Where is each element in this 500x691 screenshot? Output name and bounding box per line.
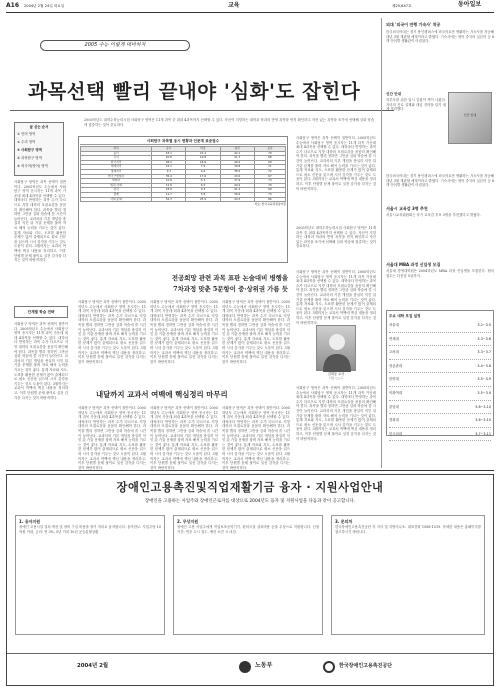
ad-subtitle: 장애인을 고용하는 사업주와 장애인근로자를 대상으로 2004년도 융자 및 지원사업을 다음과 같이 공고합니다. [144,499,356,504]
table-cell: 한국근현대사 [81,174,152,179]
article-body-col10: 사회탐구 영역은 과목 선택이 절반이다. 2005학년도 수능에서 사회탐구 영역 응시자는 11개 과목 가운데 최대 4과목을 선택할 수 있다. 대학마다 반영하는 과목 수가 다르므로 지망 대학의 모집요강을 꼼꼼히 확인해야 한다. 과목을 빨리 정하면 그만큼 심화 학습에 쓸 시간이 늘어난다. 교과서의 기본 개념을 충실히 익힌 뒤 기출 문제를 풀며 자료 해석 능력을 기르는 것이 좋다. 통계 자료와 지도, 도표를 활용한 문제가 많이 출제되므로 평소 신문을 읽으며 시사 감각을 키우는 것도 도움이 된다. 3월까지는 교과서 여백에 핵심 내용을 정리하고, 이후 단원별 문제 풀이로 실전 감각을 다지는 것이 바람직하다. [150,406,218,470]
table-cell: 세계사 [81,179,152,184]
ad-col-text: 한국장애인고용촉진공단 각 지사 및 지방사무소. 대표전화 1588-1519. 자세한 내용은 홈페이지를 참고하시기 바랍니다. [335,525,481,534]
ad-title: 장애인고용촉진및직업재활기금 융자 · 지원사업안내 [116,481,384,494]
ad-date: 2004년 2월 [77,663,109,669]
table-cell: 윤리 [81,151,152,156]
subheadline-1 [148,273,288,295]
table-cell: 38.5 [220,169,254,174]
column-header: 과목 [81,147,152,152]
ad-col-title: 3. 문의처 [335,519,353,524]
table-cell: 4.6 [186,169,220,174]
issue-number: 제25,647호 [392,4,412,8]
toc-item: ② 수리 영역 [17,140,36,144]
table-cell: 72 [254,169,285,174]
ad-col-title: 2. 무상지원 [177,519,199,524]
table-cell: 36.6 [220,192,254,197]
table-cell: 17.6 [186,174,220,179]
table-cell: 9.3 [186,188,220,193]
subheadline-2: 내달까지 교과서 여백에 핵심정리 마무리 [96,390,228,399]
table-cell: 19.8 [186,156,220,161]
schedule-row [389,414,491,428]
photo-caption: 김희동 교사 [327,372,345,376]
table-cell: 법과 사회 [81,183,152,188]
table-cell: 11.7 [152,192,186,197]
schedule-row [389,333,491,347]
toc-item: ④ 과학탐구 영역 [17,156,42,160]
table-cell: 42.1 [220,151,254,156]
ad-bottom-bar [7,653,493,685]
schedule-date: 3.2~3.5 [477,323,491,327]
ministry-logo-icon [239,661,251,673]
series-kicker: 2005 수능 이렇게 대비하자 [40,40,190,51]
schedule-school: 한양대 [389,377,399,382]
article-body-col4: 사회탐구 영역은 과목 선택이 절반이다. 2005학년도 수능에서 사회탐구 영역 응시자는 11개 과목 가운데 최대 4과목을 선택할 수 있다. 대학마다 반영하는 과목 수가 다르므로 지망 대학의 모집요강을 꼼꼼히 확인해야 한다. 과목을 빨리 정하면 그만큼 심화 학습에 쓸 시간이 늘어난다. 교과서의 기본 개념을 충실히 익힌 뒤 기출 문제를 풀며 자료 해석 능력을 기르는 것이 좋다. 통계 자료와 지도, 도표를 활용한 문제가 많이 출제되므로 평소 신문을 읽으며 시사 감각을 키우는 것도 도움이 된다. 3월까지는 교과서 여백에 핵심 내용을 정리하고, 이후 단원별 문제 풀이로 실전 감각을 다지는 것이 바람직하다. [78,300,146,364]
toc-title: 글 싣는 순서 [29,125,49,129]
table-cell: 경제 [81,192,152,197]
table-cell: 43.0 [220,174,254,179]
table-cell: 38.2 [152,160,186,165]
table-cell: 9.3 [152,169,186,174]
column-header: 응시 [152,147,186,152]
strategy-box-title: 단계별 학습 전략 [27,310,55,314]
table-cell: 69 [254,188,285,193]
side-headline-3: 서울대 MBA 과정 신입생 모집 [386,262,441,267]
schedule-school: 서울대 [389,323,399,327]
schedule-row [389,373,491,387]
table-note: 자료: 한국교육과정평가원 [254,202,286,207]
article-body-col6: 사회탐구 영역은 과목 선택이 절반이다. 2005학년도 수능에서 사회탐구 영역 응시자는 11개 과목 가운데 최대 4과목을 선택할 수 있다. 대학마다 반영하는 과목 수가 다르므로 지망 대학의 모집요강을 꼼꼼히 확인해야 한다. 과목을 빨리 정하면 그만큼 심화 학습에 쓸 시간이 늘어난다. 교과서의 기본 개념을 충실히 익힌 뒤 기출 문제를 풀며 자료 해석 능력을 기르는 것이 좋다. 통계 자료와 지도, 도표를 활용한 문제가 많이 출제되므로 평소 신문을 읽으며 시사 감각을 키우는 것도 도움이 된다. 3월까지는 교과서 여백에 핵심 내용을 정리하고, 이후 단원별 문제 풀이로 실전 감각을 다지는 것이 바람직하다. [222,300,290,364]
toc-item: ⑤ 외국어(영어) 영역 [17,164,48,168]
schedule-school: 한국외대 [389,431,403,436]
schedule-school: 경희대 [389,418,399,423]
table-cell: 66 [254,197,285,202]
strategy-box [14,306,68,318]
toc-box [14,122,64,176]
schedule-school: 중앙대 [389,404,399,409]
table-cell: 68 [254,156,285,161]
ad-col-1 [15,515,165,635]
schedule-school: 연세대 [389,336,399,341]
side-book-text: 학부모를 위한 입시 길잡이 책이 나왔다. 자녀의 진로 설계와 대입 전략을 알기 쉽게 정리했다. [386,98,446,112]
side-text-2: 서울시교육위원회는 차기 교육감 후보 3명을 추천했다고 밝혔다. [386,213,481,217]
table-cell: 37.9 [220,179,254,184]
table-cell: 12.6 [152,183,186,188]
ad-col-3 [331,515,485,635]
table-row [81,197,286,202]
header-rule [6,12,494,13]
table-cell: 70 [254,151,285,156]
article-intro: 2005학년도 대학수학능력시험 사회탐구 영역은 11개 과목 중 최대 4과목까지 선택할 수 있다. 자신이 지망하는 대학과 학과의 반영 과목을 먼저 확인하고 자신 있는 과목을 조기에 선택해 심화 학습에 집중하는 것이 중요하다. [84,118,374,127]
table-cell: 70 [254,183,285,188]
schedule-box [386,310,494,436]
table-cell: 경제지리 [81,169,152,174]
schedule-row [389,319,491,333]
ad-col-text: 장애인 고용 사업주에게 작업보조공학기기, 편의시설 설치비용 등을 무상으로 지원합니다. 신청기간: 연중 수시 접수, 예산 소진 시 마감. [177,525,319,534]
advertisement [6,474,494,686]
table-cell: 7.5 [186,165,220,170]
headline: 과목선택 빨리 끝내야 '심화'도 잡힌다 [28,80,361,103]
schedule-date: 3.7~3.11 [475,431,491,436]
column-header: 평균 [220,147,254,152]
table-cell: 35.4 [152,174,186,179]
column-divider [381,18,382,468]
table-cell: 5.3 [186,179,220,184]
ad-top-rule [6,470,494,471]
subhead-line: 7차과정 맞춘 5문항이 중·상위권 가름 듯 [173,285,288,293]
table-cell: 6.2 [186,183,220,188]
book-cover [448,92,492,144]
book-cover-label: 신간 안내 [463,113,477,117]
schedule-date: 3.3~3.6 [477,336,491,341]
table-cell: 69 [254,160,285,165]
table-cell: 10.8 [152,179,186,184]
table-cell: 21.4 [186,151,220,156]
table-cell: 52.3 [152,197,186,202]
page-number: A16 [6,2,19,9]
newspaper-name: 동아일보 [458,1,482,8]
table-cell: 정치 [81,188,152,193]
schedule-row [389,346,491,360]
schedule-date: 3.3~3.7 [477,350,491,355]
table-cell: 국사 [81,156,152,161]
table-cell: 40.6 [152,156,186,161]
schedule-row [389,428,491,442]
table-cell: 74 [254,192,285,197]
article-body-col8: 사회탐구 영역은 과목 선택이 절반이다. 2005학년도 수능에서 사회탐구 영역 응시자는 11개 과목 가운데 최대 4과목을 선택할 수 있다. 대학마다 반영하는 과목 수가 다르므로 지망 대학의 모집요강을 꼼꼼히 확인해야 한다. 과목을 빨리 정하면 그만큼 심화 학습에 쓸 시간이 늘어난다. 교과서의 기본 개념을 충실히 익힌 뒤 기출 문제를 풀며 자료 해석 능력을 기르는 것이 좋다. 통계 자료와 지도, 도표를 활용한 문제가 많이 출제되므로 평소 신문을 읽으며 시사 감각을 키우는 것도 도움이 된다. 3월까지는 교과서 여백에 핵심 내용을 정리하고, 이후 단원별 문제 풀이로 실전 감각을 다지는 것이 바람직하다. [14,322,68,400]
side-headline-2: 서울시 교육감 3명 추천 [386,206,428,211]
person-icon [317,326,357,372]
schedule-school: 고려대 [389,350,399,355]
ad-col-text: 장애인 고용시설 설치·개선 및 장비 구입 비용을 장기 저리로 융자합니다. 융자한도: 사업주당 10억원 이내, 금리: 연 3%, 5년 거치 10년 균등분할상환. [19,525,161,534]
schedule-school: 이화여대 [389,390,403,395]
article-body-col9: 사회탐구 영역은 과목 선택이 절반이다. 2005학년도 수능에서 사회탐구 영역 응시자는 11개 과목 가운데 최대 4과목을 선택할 수 있다. 대학마다 반영하는 과목 수가 다르므로 지망 대학의 모집요강을 꼼꼼히 확인해야 한다. 과목을 빨리 정하면 그만큼 심화 학습에 쓸 시간이 늘어난다. 교과서의 기본 개념을 충실히 익힌 뒤 기출 문제를 풀며 자료 해석 능력을 기르는 것이 좋다. 통계 자료와 지도, 도표를 활용한 문제가 많이 출제되므로 평소 신문을 읽으며 시사 감각을 키우는 것도 도움이 된다. 3월까지는 교과서 여백에 핵심 내용을 정리하고, 이후 단원별 문제 풀이로 실전 감각을 다지는 것이 바람직하다. [78,406,146,470]
schedule-title: 주요 대학 모집 일정 [389,314,421,318]
table-cell: 세계지리 [81,165,152,170]
ad-sponsor-1: 노동부 [255,662,273,669]
table-cell: 한국지리 [81,160,152,165]
article-body-col11: 사회탐구 영역은 과목 선택이 절반이다. 2005학년도 수능에서 사회탐구 영역 응시자는 11개 과목 가운데 최대 4과목을 선택할 수 있다. 대학마다 반영하는 과목 수가 다르므로 지망 대학의 모집요강을 꼼꼼히 확인해야 한다. 과목을 빨리 정하면 그만큼 심화 학습에 쓸 시간이 늘어난다. 교과서의 기본 개념을 충실히 익힌 뒤 기출 문제를 풀며 자료 해석 능력을 기르는 것이 좋다. 통계 자료와 지도, 도표를 활용한 문제가 많이 출제되므로 평소 신문을 읽으며 시사 감각을 키우는 것도 도움이 된다. 3월까지는 교과서 여백에 핵심 내용을 정리하고, 이후 단원별 문제 풀이로 실전 감각을 다지는 것이 바람직하다. [222,406,290,470]
side-text-filler: 한국외국어대는 경기 용인캠퍼스에 외국어로만 생활하는 기숙사를 착공해 내년 3월 개관할 예정이라고 밝혔다. 기숙사에는 영어 중국어 일본어 등 8개 언어별 생활관이 마련된다. [386,174,495,188]
agency-logo-icon [323,661,335,673]
headline-rule [10,110,394,111]
table-cell: 43.1 [152,151,186,156]
page-date: 2004년 2월 24일 화요일 [24,4,65,8]
toc-item: ① 언어 영역 [17,132,36,136]
side-text-3: 서울대 경영대학원은 2004학년도 MBA 과정 신입생을 모집한다. 원서 접수는 다음달 5일까지. [386,269,494,278]
article-body-col3: 2005학년도 대학수학능력시험 사회탐구 영역은 11개 과목 중 최대 4과목까지 선택할 수 있다. 자신이 지망하는 대학과 학과의 반영 과목을 먼저 확인하고 자신 있는 과목을 조기에 선택해 심화 학습에 집중하는 것이 중요하다. [296,226,376,249]
table-cell: 5.8 [186,192,220,197]
table-cell: 40.4 [220,183,254,188]
article-body-col5: 사회탐구 영역은 과목 선택이 절반이다. 2005학년도 수능에서 사회탐구 영역 응시자는 11개 과목 가운데 최대 4과목을 선택할 수 있다. 대학마다 반영하는 과목 수가 다르므로 지망 대학의 모집요강을 꼼꼼히 확인해야 한다. 과목을 빨리 정하면 그만큼 심화 학습에 쓸 시간이 늘어난다. 교과서의 기본 개념을 충실히 익힌 뒤 기출 문제를 풀며 자료 해석 능력을 기르는 것이 좋다. 통계 자료와 지도, 도표를 활용한 문제가 많이 출제되므로 평소 신문을 읽으며 시사 감각을 키우는 것도 도움이 된다. 3월까지는 교과서 여백에 핵심 내용을 정리하고, 이후 단원별 문제 풀이로 실전 감각을 다지는 것이 바람직하다. [150,300,218,364]
table-cell: 15.1 [152,165,186,170]
article-body-col12: 사회탐구 영역은 과목 선택이 절반이다. 2005학년도 수능에서 사회탐구 영역 응시자는 11개 과목 가운데 최대 4과목을 선택할 수 있다. 대학마다 반영하는 과목 수가 다르므로 지망 대학의 모집요강을 꼼꼼히 확인해야 한다. 과목을 빨리 정하면 그만큼 심화 학습에 쓸 시간이 늘어난다. 교과서의 기본 개념을 충실히 익힌 뒤 기출 문제를 풀며 자료 해석 능력을 기르는 것이 좋다. 통계 자료와 지도, 도표를 활용한 문제가 많이 출제되므로 평소 신문을 읽으며 시사 감각을 키우는 것도 도움이 된다. 3월까지는 교과서 여백에 핵심 내용을 정리하고, 이후 단원별 문제 풀이로 실전 감각을 다지는 것이 바람직하다. [296,386,376,441]
schedule-row [389,387,491,401]
article-body-col2: 사회탐구 영역은 과목 선택이 절반이다. 2005학년도 수능에서 사회탐구 영역 응시자는 11개 과목 가운데 최대 4과목을 선택할 수 있다. 대학마다 반영하는 과목 수가 다르므로 지망 대학의 모집요강을 꼼꼼히 확인해야 한다. 과목을 빨리 정하면 그만큼 심화 학습에 쓸 시간이 늘어난다. 교과서의 기본 개념을 충실히 익힌 뒤 기출 문제를 풀며 자료 해석 능력을 기르는 것이 좋다. 통계 자료와 지도, 도표를 활용한 문제가 많이 출제되므로 평소 신문을 읽으며 시사 감각을 키우는 것도 도움이 된다. 3월까지는 교과서 여백에 핵심 내용을 정리하고, 이후 단원별 문제 풀이로 실전 감각을 다지는 것이 바람직하다. [296,136,376,191]
article-body-col1: 사회탐구 영역은 과목 선택이 절반이다. 2005학년도 수능에서 사회탐구 영역 응시자는 11개 과목 가운데 최대 4과목을 선택할 수 있다. 대학마다 반영하는 과목 수가 다르므로 지망 대학의 모집요강을 꼼꼼히 확인해야 한다. 과목을 빨리 정하면 그만큼 심화 학습에 쓸 시간이 늘어난다. 교과서의 기본 개념을 충실히 익힌 뒤 기출 문제를 풀며 자료 해석 능력을 기르는 것이 좋다. 통계 자료와 지도, 도표를 활용한 문제가 많이 출제되므로 평소 신문을 읽으며 시사 감각을 키우는 것도 도움이 된다. 3월까지는 교과서 여백에 핵심 내용을 정리하고, 이후 단원별 문제 풀이로 실전 감각을 다지는 것이 바람직하다. [14,180,66,263]
side-book-title: 신간 안내 [386,92,402,96]
schedule-date: 3.4~3.8 [477,363,491,368]
schedule-row [389,360,491,374]
schedule-school: 성균관대 [389,363,403,368]
schedule-date: 3.5~3.9 [477,377,491,382]
side-text-1: 한국외국어대는 경기 용인캠퍼스에 외국어로만 생활하는 기숙사를 착공해 내년 3월 개관할 예정이라고 밝혔다. 기숙사에는 영어 중국어 일본어 등 8개 언어별 생활관이 마련된다. [386,30,495,44]
ad-col-2 [173,515,323,635]
schedule-row [389,401,491,415]
ad-sponsor-2: 한국장애인고용촉진공단 [339,663,393,669]
table-cell: 44.5 [220,197,254,202]
article-body-col7: 사회탐구 영역은 과목 선택이 절반이다. 2005학년도 수능에서 사회탐구 영역 응시자는 11개 과목 가운데 최대 4과목을 선택할 수 있다. 대학마다 반영하는 과목 수가 다르므로 지망 대학의 모집요강을 꼼꼼히 확인해야 한다. 과목을 빨리 정하면 그만큼 심화 학습에 쓸 시간이 늘어난다. 교과서의 기본 개념을 충실히 익힌 뒤 기출 문제를 풀며 자료 해석 능력을 기르는 것이 좋다. 통계 자료와 지도, 도표를 활용한 문제가 많이 출제되므로 평소 신문을 읽으며 시사 감각을 키우는 것도 도움이 된다. 3월까지는 교과서 여백에 핵심 내용을 정리하고, 이후 단원별 문제 풀이로 실전 감각을 다지는 것이 바람직하다. [296,270,376,325]
schedule-date: 3.6~3.10 [475,404,491,409]
table-cell: 사회·문화 [81,197,152,202]
table-cell: 41.7 [220,156,254,161]
teacher-photo [316,325,356,371]
table-cell: 67 [254,174,285,179]
table-cell: 40.2 [220,160,254,165]
table-cell: 25.9 [186,197,220,202]
table-cell: 18.9 [152,188,186,193]
column-header: 표준 [254,147,285,152]
stats-table-wrap [78,136,288,263]
table-cell: 39.8 [220,165,254,170]
photo-caption-sub: 서울 ○○고 [329,376,343,380]
table-cell: 71 [254,165,285,170]
table-cell: 73 [254,179,285,184]
column-header: 비율 [186,147,220,152]
table-cell: 41.2 [220,188,254,193]
schedule-date: 3.5~3.9 [477,390,491,395]
stats-table [80,146,286,202]
ad-col-title: 1. 융자지원 [19,519,41,524]
table-title: 사회탐구 과목별 응시 현황과 인문계 표준점수 [80,138,286,145]
section-name: 교육 [228,2,240,9]
subhead-line: 전공희망 관련 과목 표판 논술대비 병행을 [171,274,288,282]
table-cell: 18.9 [186,160,220,165]
side-headline-1: 외대 '외국어 연행 기숙사' 착공 [386,22,441,27]
schedule-date: 3.6~3.10 [475,418,491,423]
toc-item: ③ 사회탐구 영역 [17,148,42,152]
